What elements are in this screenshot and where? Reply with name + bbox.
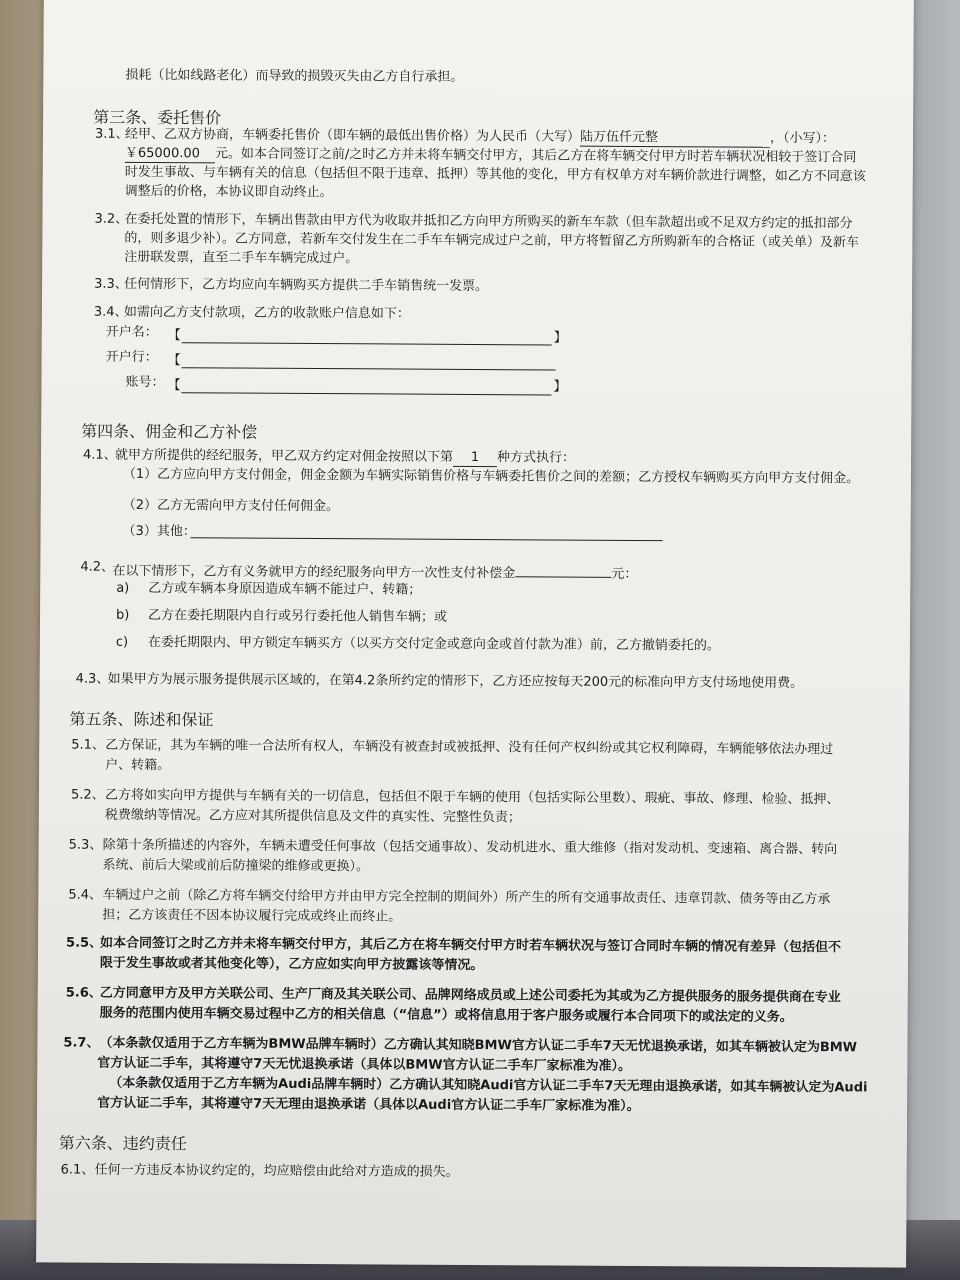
clause-5-7-line-1: （本条款仅适用于乙方车辆为BMW品牌车辆时）乙方确认其知晓BMW官方认证二手车7天无忧退换承诺，如其车辆被认定为BMW xyxy=(99,1035,858,1056)
clause-5-5-line-2: 限于发生事故或者其他变化等），乙方应如实向甲方披露该等情况。 xyxy=(99,955,484,974)
bracket-close: 】 xyxy=(553,330,567,346)
contract-page xyxy=(36,0,914,1268)
item-a-text: 乙方或车辆本身原因造成车辆不能过户、转籍； xyxy=(148,581,422,598)
item-label: a) xyxy=(116,580,130,596)
clause-number: 5.2、 xyxy=(70,787,105,803)
item-b-text: 乙方在委托期限内自行或另行委托他人销售车辆；或 xyxy=(148,608,448,625)
clause-number: 3.4、 xyxy=(93,304,128,320)
article-4-heading: 第四条、佣金和乙方补偿 xyxy=(81,421,258,442)
clause-number: 5.4、 xyxy=(68,887,103,903)
compensation-field[interactable] xyxy=(515,562,611,578)
clause-5-2-line-2: 税费缴纳等情况。乙方应对其所提供信息及文件的真实性、完整性负责； xyxy=(104,807,521,826)
price-upper-field: 陆万伍仟元整 xyxy=(580,130,770,148)
clause-number: 4.1、 xyxy=(82,447,117,463)
bracket-open: 【 xyxy=(167,328,181,344)
clause-6-1-text: 任何一方违反本协议约定的，均应赔偿由此给对方造成的损失。 xyxy=(94,1162,459,1180)
account-number-field[interactable] xyxy=(181,391,551,395)
clause-3-1-line-4: 调整后的价格，本协议即自动终止。 xyxy=(124,183,333,201)
account-bank-label: 开户行： xyxy=(105,349,158,366)
clause-5-6-line-1: 乙方同意甲方及甲方关联公司、生产厂商及其关联公司、品牌网络成员或上述公司委托为其或为乙方提供服务的服务提供商在专业 xyxy=(99,985,841,1006)
clause-4-3-text: 如果甲方为展示服务提供展示区域的，在第4.2条所约定的情形下，乙方还应按每天200元的标准向甲方支付场地使用费。 xyxy=(107,671,804,692)
bracket-open: 【 xyxy=(167,378,181,394)
clause-4-1-text: 就甲方所提供的经纪服务，甲乙双方约定对佣金按照以下第 1 种方式执行： xyxy=(114,447,576,466)
clause-number: 5.7、 xyxy=(63,1035,100,1051)
clause-5-4-line-2: 担；乙方该责任不因本协议履行完成或终止而终止。 xyxy=(102,907,402,925)
clause-number: 5.5、 xyxy=(66,935,103,951)
clause-5-7-line-3: （本条款仅适用于乙方车辆为Audi品牌车辆时）乙方确认其知晓Audi官方认证二手车7天无理由退换承诺，如其车辆被认定为Audi xyxy=(109,1075,868,1096)
item-label: b) xyxy=(116,607,130,623)
clause-5-1-line-2: 户、转籍。 xyxy=(105,757,171,774)
account-name-label: 开户名： xyxy=(105,324,158,341)
clause-number: 6.1、 xyxy=(60,1162,95,1178)
clause-3-4-text: 如需向乙方支付款项，乙方的收款账户信息如下： xyxy=(123,304,410,322)
option-3-label: （3）其他： xyxy=(122,523,196,540)
item-c-text: 在委托期限内、甲方锁定车辆买方（以买方交付定金或意向金或首付款为准）前，乙方撤销委托的。 xyxy=(147,635,720,654)
option-2-text: （2）乙方无需向甲方支付任何佣金。 xyxy=(122,497,340,515)
clause-5-1-line-1: 乙方保证，其为车辆的唯一合法所有权人，车辆没有被查封或被抵押、没有任何产权纠纷或其它权利障碍，车辆能够依法办理过 xyxy=(105,737,834,758)
clause-3-2-line-2: 的，则多退少补）。乙方同意，若新车交付发生在二手车车辆完成过户之前，甲方将暂留乙方所购新车的合格证（或关单）及新车 xyxy=(124,230,859,251)
clause-number: 3.1、 xyxy=(94,126,129,142)
account-bank-field[interactable] xyxy=(182,366,556,370)
clause-4-2-text: 在以下情形下，乙方有义务就甲方的经纪服务向甲方一次性支付补偿金 元： xyxy=(112,563,638,582)
clause-5-7-line-2: 官方认证二手车，其将遵守7天无忧退换承诺（具体以BMW官方认证二手车厂家标准为准）。 xyxy=(97,1055,632,1074)
clause-3-2-line-3: 注册联发票，直至二手车车辆完成过户。 xyxy=(124,249,359,267)
clause-3-1-line-2: ￥65000.00 元。如本合同签订之前/之时乙方并未将车辆交付甲方，其后乙方在将车辆交付甲方时若车辆状况相较于签订合同 xyxy=(124,145,857,166)
clause-5-3-line-1: 除第十条所描述的内容外，车辆未遭受任何事故（包括交通事故）、发动机进水、重大维修（指对发动机、变速箱、离合器、转向 xyxy=(102,837,838,858)
item-label: c) xyxy=(115,634,129,650)
clause-3-2-line-1: 在委托处置的情形下，车辆出售款由甲方代为收取并抵扣乙方向甲方所购买的新车车款（但车款超出或不足双方约定的抵扣部分 xyxy=(124,211,853,232)
clause-3-3-text: 任何情形下，乙方均应向车辆购买方提供二手车销售统一发票。 xyxy=(124,276,489,295)
clause-number: 4.2、 xyxy=(80,559,115,575)
clause-number: 5.3、 xyxy=(68,837,103,853)
clause-5-7-line-4: 官方认证二手车，其将遵守7天无理由退换承诺（具体以Audi官方认证二手车厂家标准为准）。 xyxy=(97,1095,640,1115)
clause-3-1-line-1: 经甲、乙双方协商，车辆委托售价（即车辆的最低出售价格）为人民币（大写）陆万伍仟元整 ，（小写）： xyxy=(124,126,836,147)
bracket-close: 】 xyxy=(553,379,567,395)
clause-number: 4.3、 xyxy=(75,671,110,687)
option-1-text: （1）乙方应向甲方支付佣金，佣金金额为车辆实际销售价格与车辆委托售价之间的差额；乙方授权车辆购买方向甲方支付佣金。 xyxy=(122,466,860,487)
commission-option-field: 1 xyxy=(453,450,497,467)
clause-number: 5.6、 xyxy=(65,985,102,1001)
price-lower-field: ￥65000.00 xyxy=(125,146,215,164)
clause-number: 3.2、 xyxy=(94,211,129,227)
clause-number: 3.3、 xyxy=(94,276,128,292)
article-5-heading: 第五条、陈述和保证 xyxy=(69,709,214,730)
clause-5-3-line-2: 系统、前后大梁或前后防撞梁的维修或更换）。 xyxy=(102,857,370,875)
clause-5-2-line-1: 乙方将如实向甲方提供与车辆有关的一切信息，包括但不限于车辆的使用（包括实际公里数）、瑕疵、事故、修理、检验、抵押、 xyxy=(104,787,840,808)
account-name-field[interactable] xyxy=(182,341,552,345)
carryover-text: 损耗（比如线路老化）而导致的损毁灭失由乙方自行承担。 xyxy=(125,67,464,85)
clause-5-6-line-2: 服务的范围内使用车辆交易过程中乙方的相关信息（“信息”）或将信息用于客户服务或履行本合同项下的或法定的义务。 xyxy=(99,1005,793,1025)
bracket-open: 【 xyxy=(167,353,181,369)
clause-5-4-line-1: 车辆过户之前（除乙方将车辆交付给甲方并由甲方完全控制的期间外）所产生的所有交通事故责任、违章罚款、债务等由乙方承 xyxy=(102,887,831,908)
clause-5-5-line-1: 如本合同签订之时乙方并未将车辆交付甲方，其后乙方在将车辆交付甲方时若车辆状况与签订合同时车辆的情况有差异（包括但不 xyxy=(100,935,842,956)
clause-3-1-line-3: 时发生事故、与车辆有关的信息（包括但不限于违章、抵押）等其他的变化，甲方有权单方对车辆价款进行调整，如乙方不同意该 xyxy=(124,164,866,185)
account-number-label: 账号： xyxy=(125,374,165,391)
article-6-heading: 第六条、违约责任 xyxy=(58,1133,187,1154)
clause-number: 5.1、 xyxy=(71,737,106,753)
article-3-heading: 第三条、委托售价 xyxy=(93,107,222,128)
option-3-field[interactable] xyxy=(191,536,663,541)
